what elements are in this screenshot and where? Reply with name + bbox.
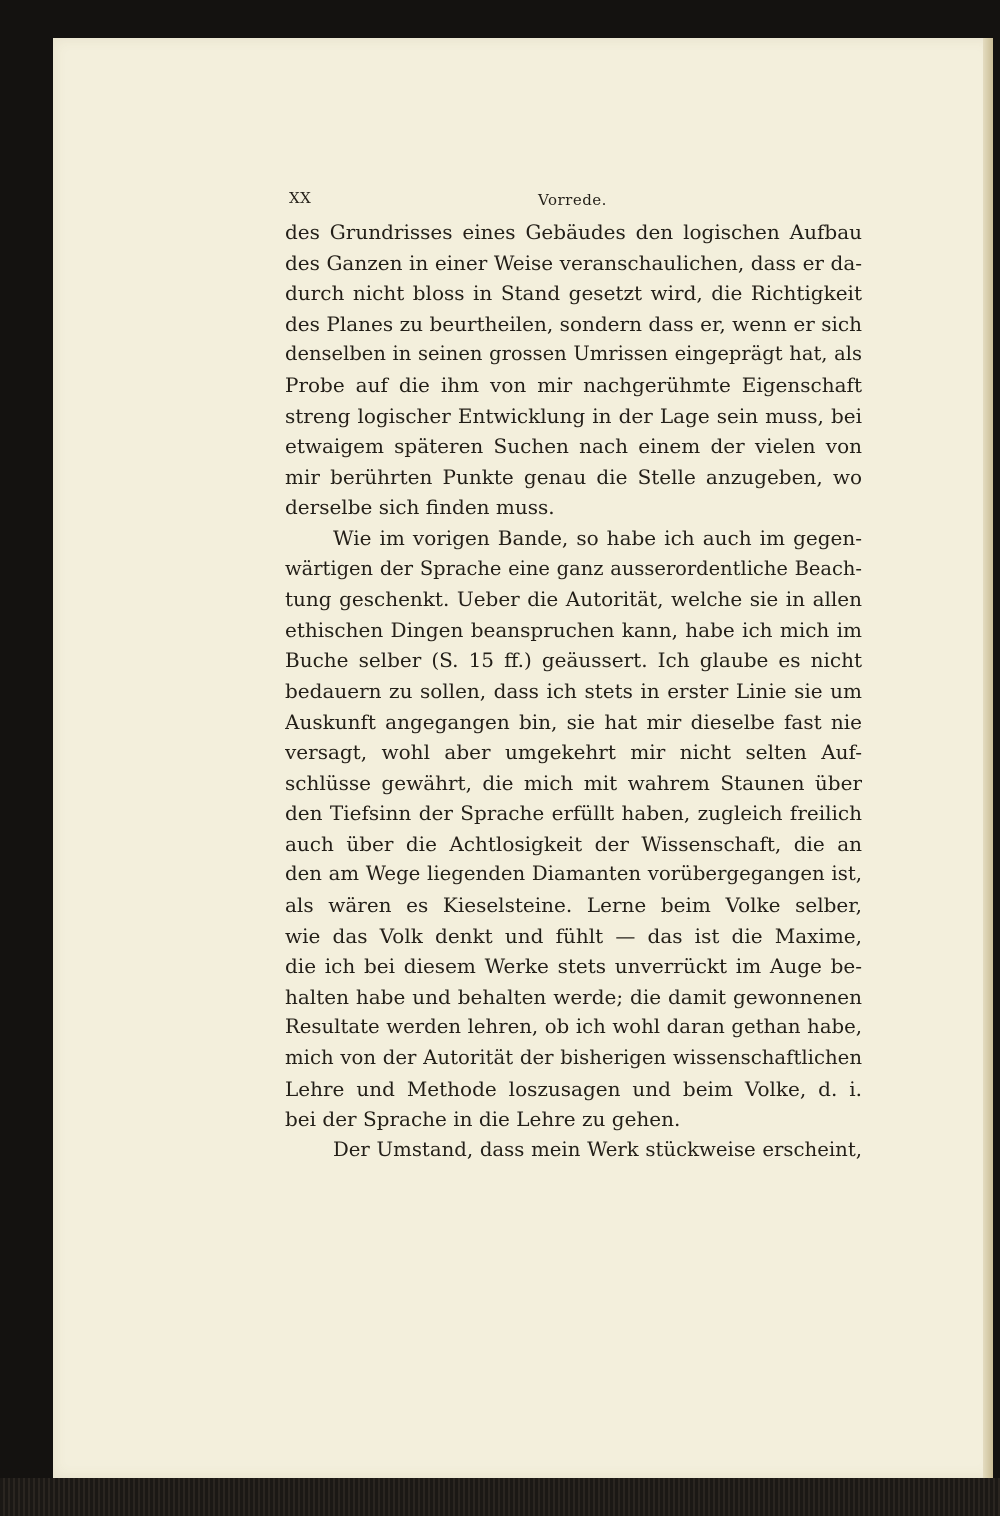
text-line: streng logischer Entwicklung in der Lage sein muss, bei bbox=[285, 403, 862, 428]
text-line: durch nicht bloss in Stand gesetzt wird, die Richtigkeit bbox=[285, 281, 862, 306]
paragraph-start-line: Wie im vorigen Bande, so habe ich auch im gegen- bbox=[333, 525, 862, 550]
text-line: des Planes zu beurtheilen, sondern dass er, wenn er sich bbox=[285, 311, 862, 336]
page-header bbox=[285, 185, 862, 217]
text-line: des Ganzen in einer Weise veranschaulichen, dass er da- bbox=[285, 250, 862, 275]
text-line: Lehre und Methode loszusagen und beim Volke, d. i. bbox=[285, 1076, 862, 1101]
running-head: Vorrede. bbox=[538, 191, 607, 209]
book-page bbox=[53, 38, 993, 1478]
text-line: Auskunft angegangen bin, sie hat mir dieselbe fast nie bbox=[285, 709, 862, 734]
text-block bbox=[285, 185, 862, 1165]
text-line: mir berührten Punkte genau die Stelle anzugeben, wo bbox=[285, 464, 862, 489]
text-line: derselbe sich finden muss. bbox=[285, 495, 555, 520]
text-line: halten habe und behalten werde; die damit gewonnenen bbox=[285, 984, 862, 1009]
text-line: schlüsse gewährt, die mich mit wahrem Staunen über bbox=[285, 770, 862, 795]
text-line: den Tiefsinn der Sprache erfüllt haben, zugleich freilich bbox=[285, 801, 862, 826]
text-line: etwaigem späteren Suchen nach einem der vielen von bbox=[285, 434, 862, 459]
text-line: Probe auf die ihm von mir nachgerühmte Eigenschaft bbox=[285, 372, 862, 397]
text-line: mich von der Autorität der bisherigen wissenschaftlichen bbox=[285, 1046, 862, 1070]
text-line: tung geschenkt. Ueber die Autorität, welche sie in allen bbox=[285, 587, 862, 612]
body-text bbox=[285, 217, 862, 1165]
paragraph-start-line: Der Umstand, dass mein Werk stückweise erscheint, bbox=[333, 1137, 862, 1161]
text-line: bei der Sprache in die Lehre zu gehen. bbox=[285, 1107, 681, 1132]
page-number: XX bbox=[289, 189, 312, 207]
text-line: versagt, wohl aber umgekehrt mir nicht selten Auf- bbox=[285, 740, 862, 765]
text-line: Buche selber (S. 15 ff.) geäussert. Ich glaube es nicht bbox=[285, 648, 862, 673]
text-line: den am Wege liegenden Diamanten vorübergegangen ist, bbox=[285, 862, 862, 886]
text-line: bedauern zu sollen, dass ich stets in erster Linie sie um bbox=[285, 678, 862, 703]
text-line: Resultate werden lehren, ob ich wohl daran gethan habe, bbox=[285, 1015, 862, 1039]
page-edge bbox=[983, 38, 993, 1478]
scan-bottom-edge bbox=[0, 1478, 1000, 1516]
text-line: wie das Volk denkt und fühlt — das ist die Maxime, bbox=[285, 923, 862, 948]
text-line: denselben in seinen grossen Umrissen eingeprägt hat, als bbox=[285, 342, 862, 366]
text-line: auch über die Achtlosigkeit der Wissenschaft, die an bbox=[285, 831, 862, 856]
text-line: ethischen Dingen beanspruchen kann, habe ich mich im bbox=[285, 617, 862, 642]
text-line: als wären es Kieselsteine. Lerne beim Volke selber, bbox=[285, 893, 862, 918]
text-line: des Grundrisses eines Gebäudes den logischen Aufbau bbox=[285, 220, 862, 244]
text-line: die ich bei diesem Werke stets unverrückt im Auge be- bbox=[285, 954, 862, 979]
text-line: wärtigen der Sprache eine ganz ausserordentliche Beach- bbox=[285, 556, 862, 580]
